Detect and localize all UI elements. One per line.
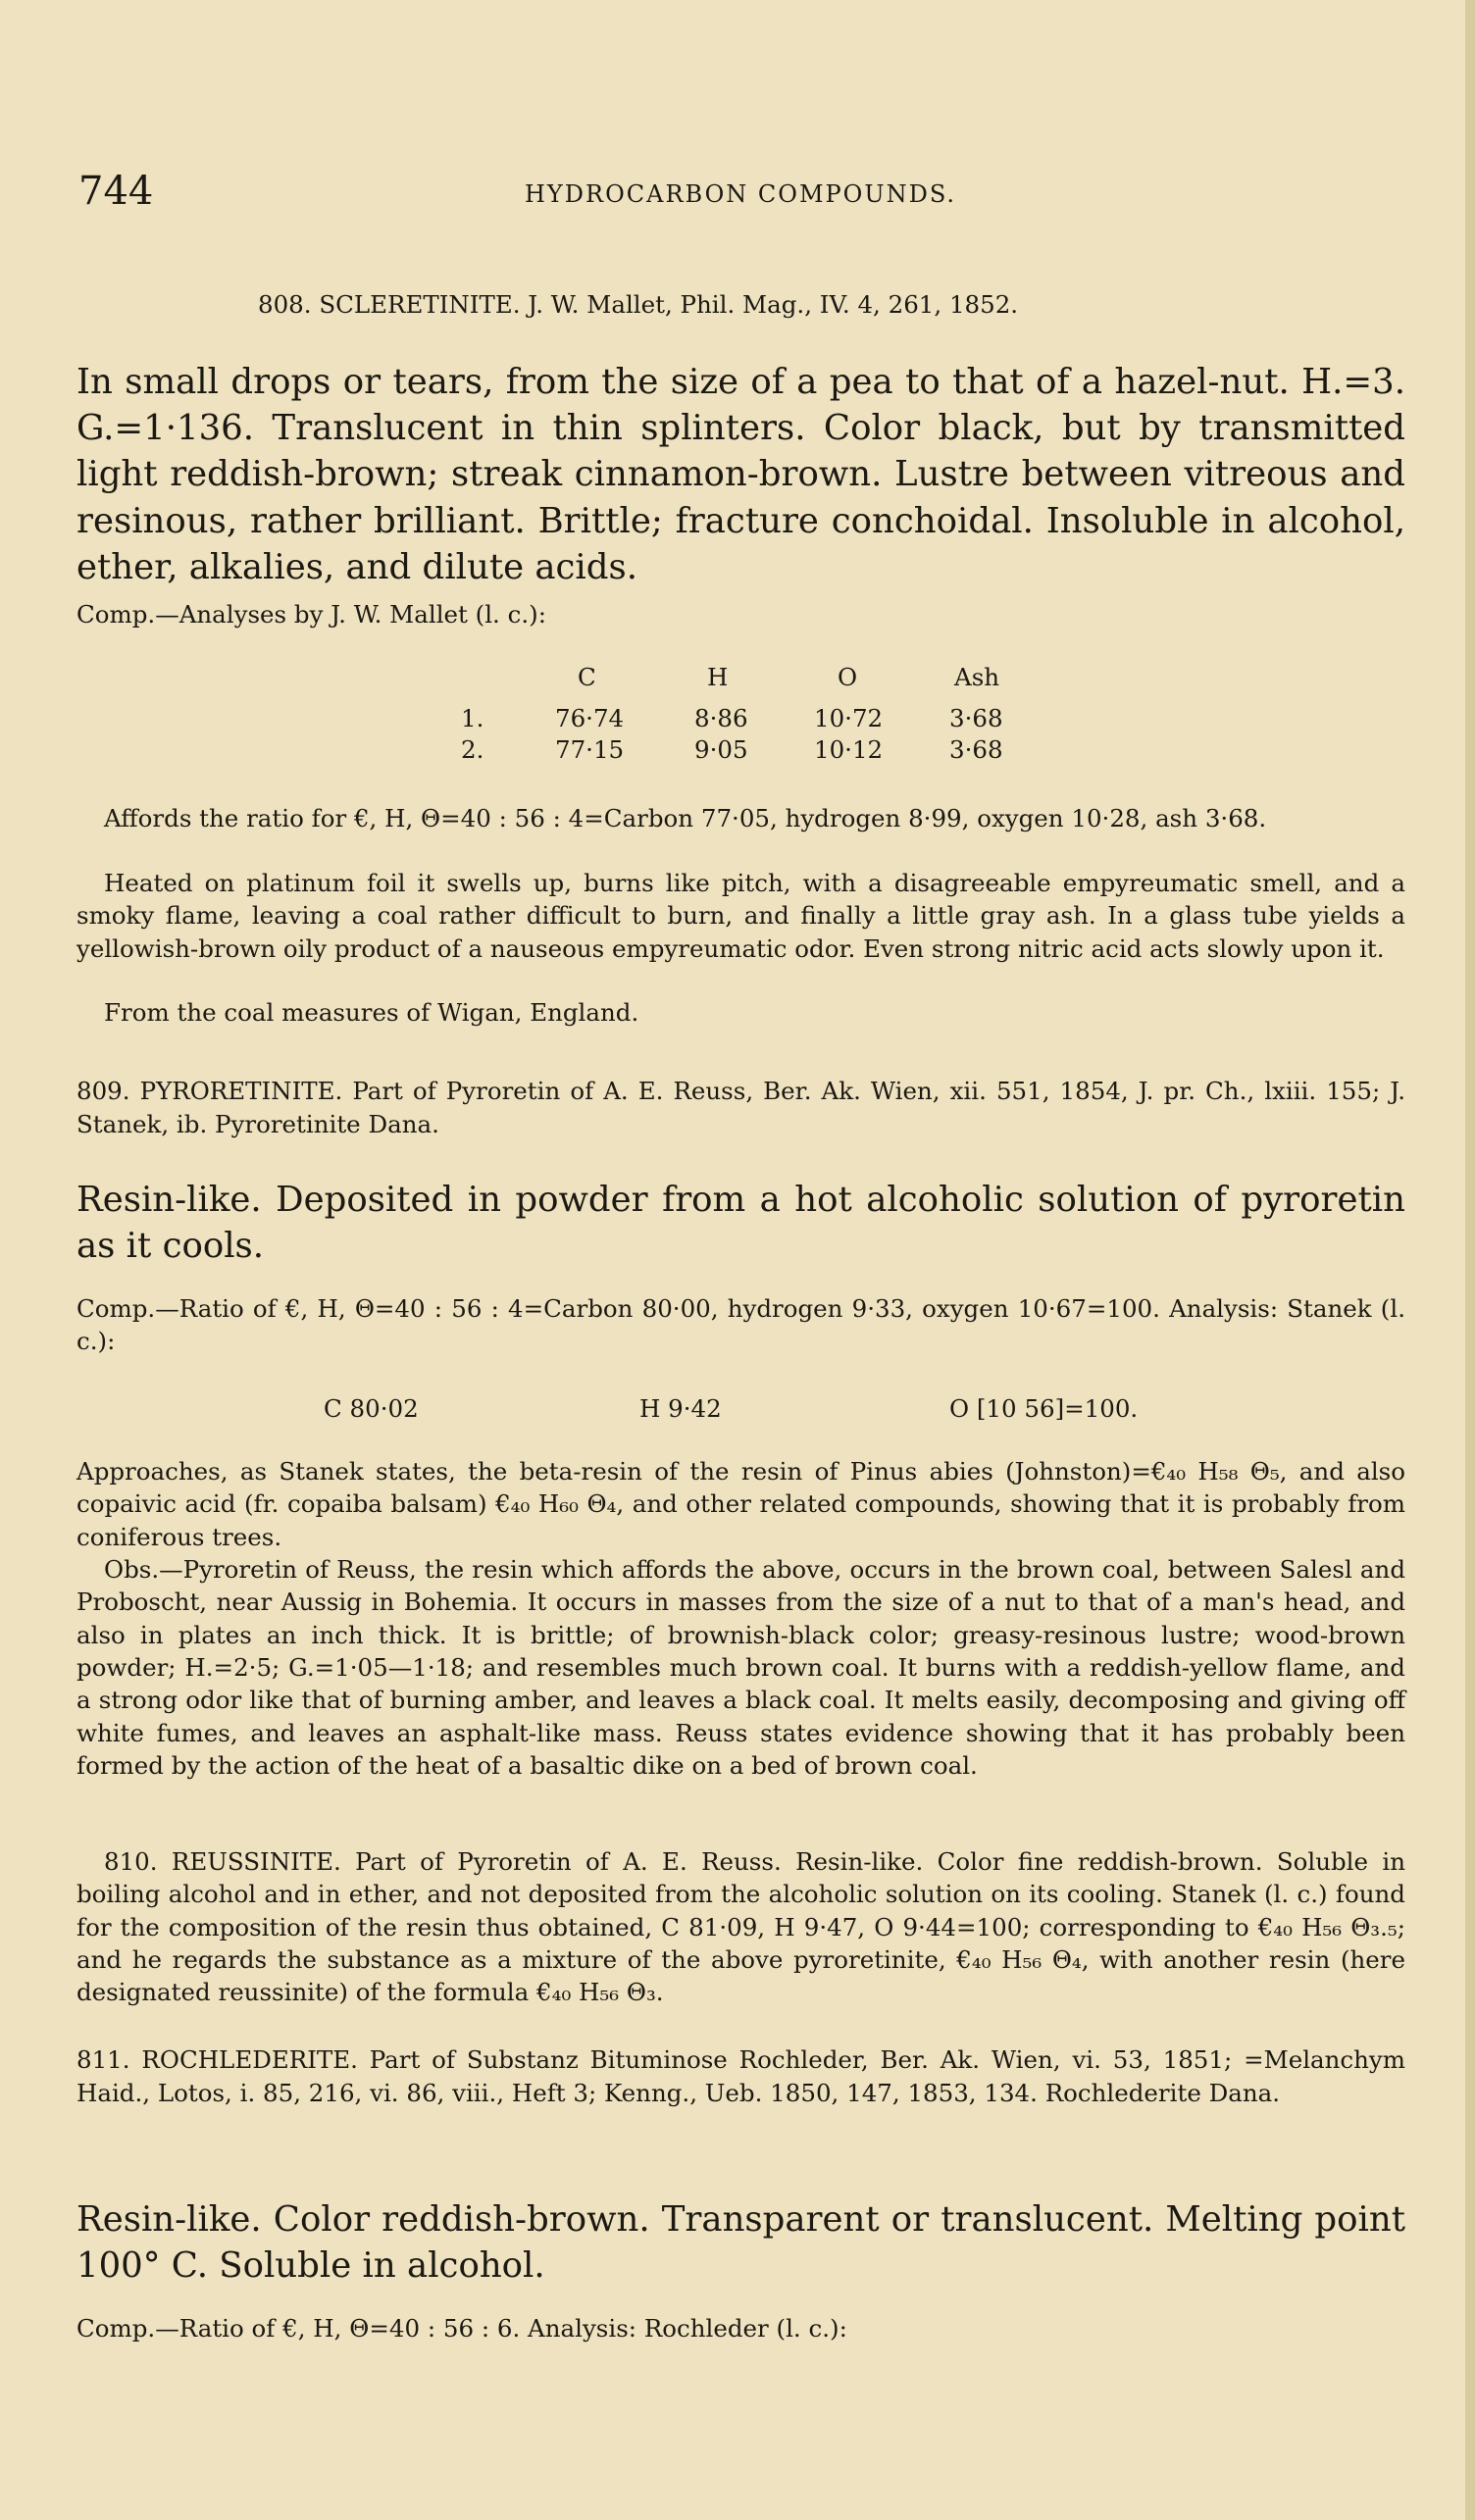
table-cell: 3·68 [949, 735, 1003, 764]
mineral-809-comp: Comp.—Ratio of €, H, Θ=40 : 56 : 4=Carbon 80·00, hydrogen 9·33, oxygen 10·67=100. Analysis: Stanek (l. c.): [76, 1294, 1405, 1356]
analysis-value: H 9·42 [639, 1394, 722, 1423]
table-cell: 9·05 [694, 735, 748, 764]
analysis-value: C 80·02 [324, 1394, 419, 1423]
mineral-808-comp-intro: Comp.—Analyses by J. W. Mallet (l. c.): [76, 600, 546, 629]
page-number: 744 [78, 169, 154, 214]
table-cell: 8·86 [694, 704, 748, 732]
mineral-809-heading: 809. PYRORETINITE. Part of Pyroretin of A. E. Reuss, Ber. Ak. Wien, xii. 551, 1854, J. pr. Ch., lxiii. 155; J. Stanek, ib. Pyroretinite Dana. [76, 1077, 1405, 1139]
table-header-c: C [578, 663, 596, 691]
mineral-809-description: Resin-like. Deposited in powder from a hot alcoholic solution of pyroretin as it cools. [76, 1180, 1405, 1267]
table-cell: 10·12 [814, 735, 884, 764]
table-cell: 10·72 [814, 704, 884, 732]
mineral-811-comp: Comp.—Ratio of €, H, Θ=40 : 56 : 6. Analysis: Rochleder (l. c.): [76, 2314, 847, 2343]
running-title: HYDROCARBON COMPOUNDS. [525, 180, 957, 208]
page-header [78, 169, 1432, 227]
analysis-value: O [10 56]=100. [949, 1394, 1139, 1423]
table-header-h: H [707, 663, 729, 691]
table-row-1-num: 1. [461, 704, 484, 732]
mineral-808-ratio: Affords the ratio for €, H, Θ=40 : 56 : 4=Carbon 77·05, hydrogen 8·99, oxygen 10·28, ash 3·68. [104, 804, 1267, 832]
mineral-809-approaches: Approaches, as Stanek states, the beta-resin of the resin of Pinus abies (Johnston)=€₄₀ H₅₈ Θ₅, and also copaivic acid (fr. copaiba balsam) €₄₀ H₆₀ Θ₄, and other related compounds, showing that it is probably from coniferous trees. [76, 1457, 1405, 1551]
mineral-808-behavior: Heated on platinum foil it swells up, burns like pitch, with a disagreeable empyreumatic smell, and a smoky flame, leaving a coal rather difficult to burn, and finally a little gray ash. In a glass tube yields a yellowish-brown oily product of a nauseous empyreumatic odor. Even strong nitric acid acts slowly upon it. [76, 869, 1405, 963]
mineral-811-heading: 811. ROCHLEDERITE. Part of Substanz Bituminose Rochleder, Ber. Ak. Wien, vi. 53, 1851; =Melanchym Haid., Lotos, i. 85, 216, vi. 86, viii., Heft 3; Kenng., Ueb. 1850, 147, 1853, 134. Rochlederite Dana. [76, 2045, 1405, 2108]
mineral-808-heading: 808. SCLERETINITE. J. W. Mallet, Phil. Mag., IV. 4, 261, 1852. [258, 290, 1019, 319]
mineral-809-obs: Obs.—Pyroretin of Reuss, the resin which affords the above, occurs in the brown coal, between Salesl and Proboscht, near Aussig in Bohemia. It occurs in masses from the size of a nut to that of a man's head, and also in plates an inch thick. It is brittle; of brownish-black color; greasy-resinous lustre; wood-brown powder; H.=2·5; G.=1·05—1·18; and resembles much brown coal. It burns with a reddish-yellow flame, and a strong odor like that of burning amber, and leaves a black coal. It melts easily, decomposing and giving off white fumes, and leaves an asphalt-like mass. Reuss states evidence showing that it has probably been formed by the action of the heat of a basaltic dike on a bed of brown coal. [76, 1555, 1405, 1780]
table-cell: 76·74 [555, 704, 625, 732]
mineral-808-description: In small drops or tears, from the size of a pea to that of a hazel-nut. H.=3. G.=1·136. Translucent in thin splinters. Color black, but by transmitted light reddish-brown; streak cinnamon-brown. Lustre between vitreous and resinous, rather brilliant. Brittle; fracture conchoidal. Insoluble in alcohol, ether, alkalies, and dilute acids. [76, 362, 1405, 587]
table-row-2-num: 2. [461, 735, 484, 764]
table-header-o: O [838, 663, 858, 691]
mineral-808-locality: From the coal measures of Wigan, England. [104, 998, 639, 1027]
table-header-ash: Ash [954, 663, 1000, 691]
mineral-810-paragraph: 810. REUSSINITE. Part of Pyroretin of A. E. Reuss. Resin-like. Color fine reddish-brown. Soluble in boiling alcohol and in ether, and not deposited from the alcoholic solution on its cooling. Stanek (l. c.) found for the composition of the resin thus obtained, C 81·09, H 9·47, O 9·44=100; corresponding to €₄₀ H₅₆ Θ₃.₅; and he regards the substance as a mixture of the above pyroretinite, €₄₀ H₅₆ Θ₄, with another resin (here designated reussinite) of the formula €₄₀ H₅₆ Θ₃. [76, 1847, 1405, 2007]
page-edge [1465, 0, 1475, 2520]
table-cell: 3·68 [949, 704, 1003, 732]
table-cell: 77·15 [555, 735, 625, 764]
mineral-811-description: Resin-like. Color reddish-brown. Transparent or translucent. Melting point 100° C. Soluble in alcohol. [76, 2199, 1405, 2287]
